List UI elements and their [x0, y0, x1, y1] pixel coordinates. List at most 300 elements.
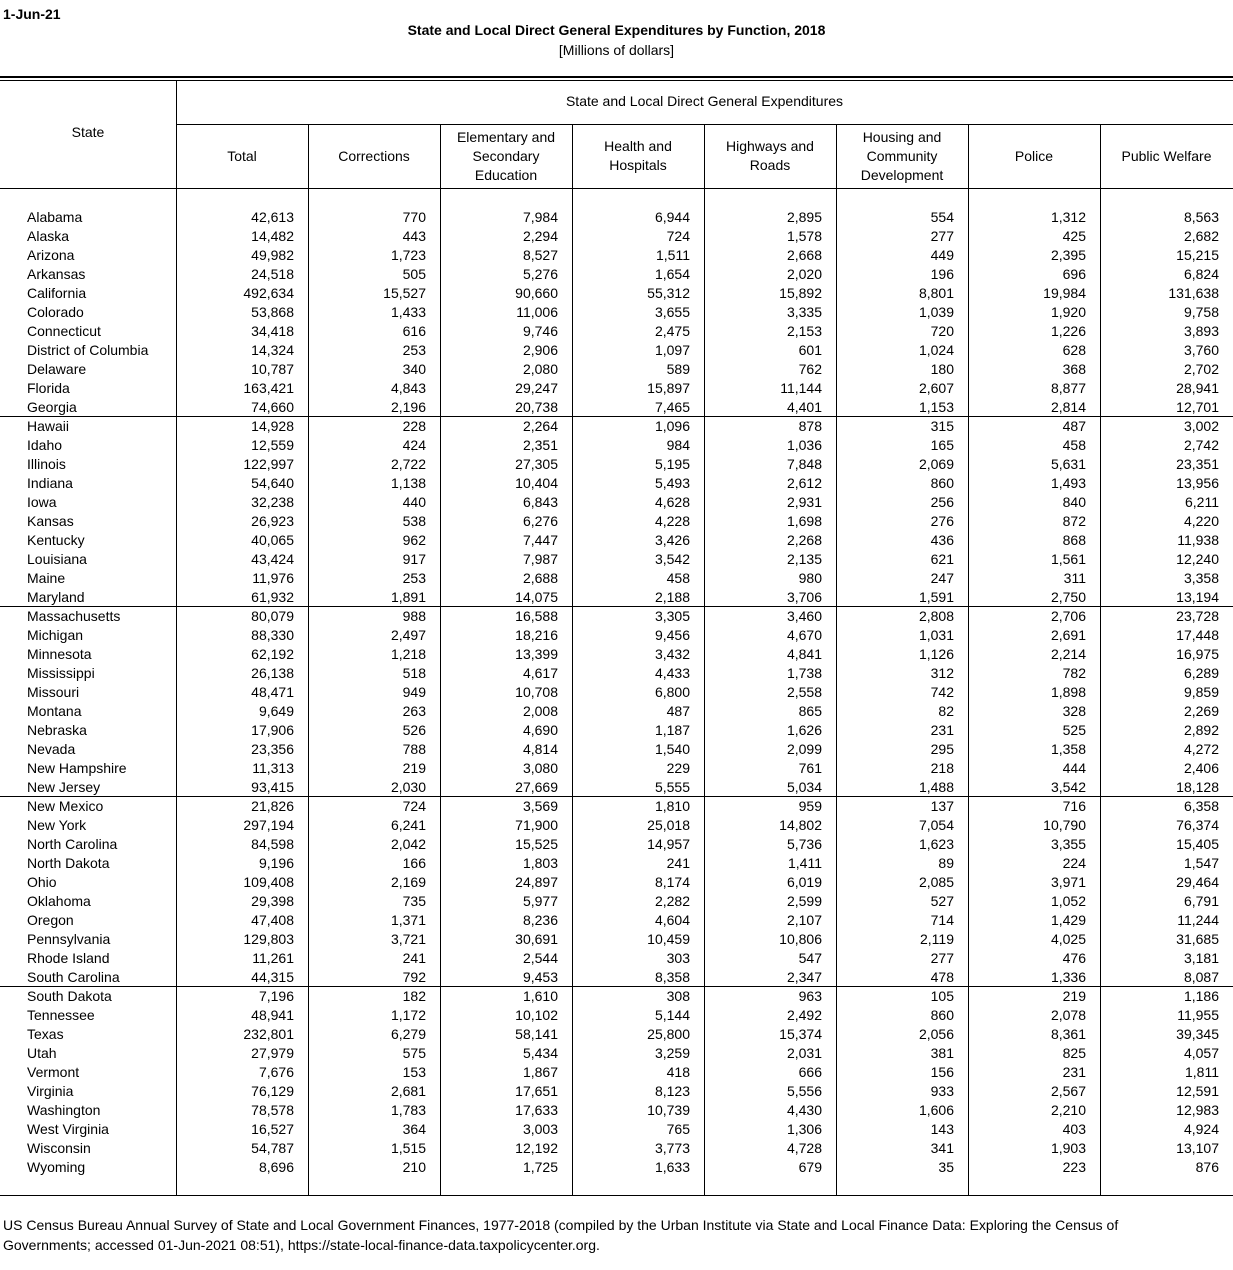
value-cell: 8,174: [654, 874, 690, 890]
value-cell: 23,728: [1176, 608, 1219, 624]
value-cell: 15,525: [515, 836, 558, 852]
value-cell: 2,030: [390, 779, 426, 795]
value-cell: 1,153: [918, 399, 954, 415]
value-cell: 449: [930, 247, 954, 263]
report-date: 1-Jun-21: [3, 6, 61, 22]
value-cell: 27,669: [515, 779, 558, 795]
value-cell: 153: [402, 1064, 426, 1080]
value-cell: 5,276: [522, 266, 558, 282]
table-row: [0, 873, 1233, 892]
group-column-header: State and Local Direct General Expenditures: [565, 93, 844, 109]
value-cell: 1,610: [522, 988, 558, 1004]
value-cell: 381: [930, 1045, 954, 1061]
value-cell: 12,192: [515, 1140, 558, 1156]
value-cell: 71,900: [515, 817, 558, 833]
value-cell: 575: [402, 1045, 426, 1061]
value-cell: 628: [1062, 342, 1086, 358]
value-cell: 1,126: [918, 646, 954, 662]
table-row: [0, 892, 1233, 911]
value-cell: 4,843: [390, 380, 426, 396]
state-name: Minnesota: [27, 646, 92, 662]
table-body: [0, 208, 1233, 1177]
value-cell: 742: [930, 684, 954, 700]
value-cell: 4,430: [786, 1102, 822, 1118]
table-row: [0, 664, 1233, 683]
table-row: [0, 246, 1233, 265]
value-cell: 34,418: [251, 323, 294, 339]
value-cell: 505: [402, 266, 426, 282]
value-cell: 3,003: [522, 1121, 558, 1137]
value-cell: 11,976: [252, 570, 294, 586]
table-row: [0, 911, 1233, 930]
table-row: [0, 474, 1233, 493]
value-cell: 364: [402, 1121, 426, 1137]
value-cell: 10,806: [779, 931, 822, 947]
value-cell: 4,690: [522, 722, 558, 738]
state-name: Mississippi: [27, 665, 95, 681]
table-row: [0, 1006, 1233, 1025]
value-cell: 109,408: [243, 874, 294, 890]
value-cell: 7,676: [258, 1064, 294, 1080]
value-cell: 1,891: [390, 589, 426, 605]
value-cell: 9,758: [1183, 304, 1219, 320]
value-cell: 49,982: [251, 247, 294, 263]
value-cell: 4,272: [1183, 741, 1219, 757]
value-cell: 4,617: [522, 665, 558, 681]
value-cell: 8,877: [1050, 380, 1086, 396]
value-cell: 2,612: [786, 475, 822, 491]
column-header: Highways and Roads: [726, 138, 814, 173]
value-cell: 2,906: [522, 342, 558, 358]
value-cell: 1,336: [1050, 969, 1086, 985]
value-cell: 2,395: [1050, 247, 1086, 263]
value-cell: 2,607: [918, 380, 954, 396]
value-cell: 11,955: [1177, 1007, 1219, 1023]
value-cell: 5,034: [786, 779, 822, 795]
value-cell: 2,085: [918, 874, 954, 890]
value-cell: 554: [930, 209, 954, 225]
table-row: [0, 1158, 1233, 1177]
value-cell: 218: [930, 760, 954, 776]
value-cell: 2,742: [1183, 437, 1219, 453]
value-cell: 1,172: [390, 1007, 426, 1023]
value-cell: 2,099: [786, 741, 822, 757]
state-name: Massachusetts: [27, 608, 121, 624]
value-cell: 84,598: [251, 836, 294, 852]
state-name: Hawaii: [27, 418, 70, 434]
value-cell: 2,702: [1183, 361, 1219, 377]
value-cell: 16,975: [1176, 646, 1219, 662]
value-cell: 761: [798, 760, 822, 776]
value-cell: 962: [402, 532, 426, 548]
value-cell: 18,216: [515, 627, 558, 643]
value-cell: 3,971: [1050, 874, 1086, 890]
state-name: Virginia: [27, 1083, 74, 1099]
value-cell: 165: [930, 437, 954, 453]
value-cell: 1,097: [654, 342, 690, 358]
value-cell: 27,979: [251, 1045, 294, 1061]
table-row: [0, 417, 1233, 436]
value-cell: 11,313: [252, 760, 294, 776]
value-cell: 74,660: [251, 399, 294, 415]
value-cell: 1,810: [654, 798, 690, 814]
value-cell: 949: [402, 684, 426, 700]
state-name: New Jersey: [27, 779, 101, 795]
value-cell: 1,306: [786, 1121, 822, 1137]
state-name: Kentucky: [27, 532, 85, 548]
value-cell: 1,226: [1050, 323, 1086, 339]
value-cell: 12,559: [251, 437, 294, 453]
value-cell: 137: [930, 798, 954, 814]
value-cell: 8,361: [1050, 1026, 1086, 1042]
value-cell: 58,141: [515, 1026, 558, 1042]
state-name: New York: [27, 817, 87, 833]
value-cell: 1,783: [390, 1102, 426, 1118]
value-cell: 1,493: [1050, 475, 1086, 491]
table-row: [0, 949, 1233, 968]
value-cell: 26,138: [251, 665, 294, 681]
value-cell: 1,811: [1185, 1064, 1219, 1080]
state-column-header: State: [71, 124, 105, 140]
value-cell: 11,144: [780, 380, 822, 396]
value-cell: 716: [1062, 798, 1086, 814]
value-cell: 3,358: [1183, 570, 1219, 586]
value-cell: 765: [666, 1121, 690, 1137]
value-cell: 6,211: [1185, 494, 1219, 510]
value-cell: 547: [798, 950, 822, 966]
value-cell: 26,923: [251, 513, 294, 529]
value-cell: 30,691: [515, 931, 558, 947]
value-cell: 4,604: [654, 912, 690, 928]
value-cell: 5,144: [654, 1007, 690, 1023]
state-name: Alabama: [27, 209, 83, 225]
value-cell: 4,728: [786, 1140, 822, 1156]
column-header: Public Welfare: [1121, 147, 1212, 164]
value-cell: 93,415: [251, 779, 294, 795]
value-cell: 8,123: [654, 1083, 690, 1099]
value-cell: 35: [938, 1159, 954, 1175]
value-cell: 2,706: [1050, 608, 1086, 624]
value-cell: 4,628: [654, 494, 690, 510]
top-double-rule-1: [0, 76, 1233, 78]
value-cell: 538: [402, 513, 426, 529]
value-cell: 1,096: [654, 418, 690, 434]
table-row: [0, 721, 1233, 740]
value-cell: 3,721: [390, 931, 426, 947]
value-cell: 6,289: [1183, 665, 1219, 681]
value-cell: 782: [1062, 665, 1086, 681]
value-cell: 163,421: [243, 380, 294, 396]
table-row: [0, 759, 1233, 778]
value-cell: 166: [402, 855, 426, 871]
state-name: Kansas: [27, 513, 74, 529]
value-cell: 860: [930, 1007, 954, 1023]
value-cell: 20,738: [515, 399, 558, 415]
value-cell: 16,527: [251, 1121, 294, 1137]
value-cell: 1,515: [390, 1140, 426, 1156]
state-name: Pennsylvania: [27, 931, 111, 947]
value-cell: 1,920: [1050, 304, 1086, 320]
state-name: Oklahoma: [27, 893, 91, 909]
value-cell: 2,406: [1183, 760, 1219, 776]
value-cell: 696: [1062, 266, 1086, 282]
value-cell: 12,983: [1176, 1102, 1219, 1118]
value-cell: 78,578: [251, 1102, 294, 1118]
value-cell: 1,433: [390, 304, 426, 320]
value-cell: 341: [930, 1140, 954, 1156]
state-name: West Virginia: [27, 1121, 109, 1137]
value-cell: 122,997: [243, 456, 294, 472]
value-cell: 14,802: [779, 817, 822, 833]
value-cell: 959: [798, 798, 822, 814]
value-cell: 2,750: [1050, 589, 1086, 605]
table-row: [0, 1063, 1233, 1082]
value-cell: 15,527: [383, 285, 426, 301]
state-name: Alaska: [27, 228, 70, 244]
table-row: [0, 626, 1233, 645]
state-name: Washington: [27, 1102, 101, 1118]
value-cell: 297,194: [243, 817, 294, 833]
state-name: North Carolina: [27, 836, 118, 852]
value-cell: 526: [402, 722, 426, 738]
value-cell: 2,691: [1050, 627, 1086, 643]
value-cell: 6,791: [1183, 893, 1219, 909]
table-row: [0, 1025, 1233, 1044]
value-cell: 527: [930, 893, 954, 909]
column-header: Total: [227, 147, 257, 164]
table-row: [0, 1139, 1233, 1158]
state-name: Vermont: [27, 1064, 80, 1080]
value-cell: 9,746: [522, 323, 558, 339]
value-cell: 5,434: [522, 1045, 558, 1061]
value-cell: 6,279: [390, 1026, 426, 1042]
value-cell: 6,358: [1183, 798, 1219, 814]
table-row: [0, 531, 1233, 550]
value-cell: 679: [798, 1159, 822, 1175]
value-cell: 2,931: [786, 494, 822, 510]
value-cell: 18,128: [1176, 779, 1219, 795]
table-row: [0, 607, 1233, 626]
value-cell: 12,591: [1176, 1083, 1219, 1099]
value-cell: 224: [1062, 855, 1086, 871]
value-cell: 5,631: [1050, 456, 1086, 472]
state-name: Colorado: [27, 304, 84, 320]
value-cell: 2,808: [918, 608, 954, 624]
value-cell: 1,540: [654, 741, 690, 757]
value-cell: 15,405: [1176, 836, 1219, 852]
value-cell: 2,214: [1050, 646, 1086, 662]
source-footnote: US Census Bureau Annual Survey of State and Local Government Finances, 1977-2018 (compiled by the Urban Institute via State and Local Finance Data: Exploring the Census of Governments; accessed 01-Jun-2021 08:51), https://state-local-finance-data.taxpolicycenter.org.: [3, 1217, 1119, 1253]
value-cell: 2,269: [1183, 703, 1219, 719]
value-cell: 3,181: [1183, 950, 1219, 966]
value-cell: 295: [930, 741, 954, 757]
value-cell: 76,374: [1176, 817, 1219, 833]
value-cell: 770: [402, 209, 426, 225]
value-cell: 4,057: [1183, 1045, 1219, 1061]
value-cell: 241: [666, 855, 690, 871]
table-row: [0, 930, 1233, 949]
value-cell: 3,655: [654, 304, 690, 320]
value-cell: 7,196: [258, 988, 294, 1004]
value-cell: 11,244: [1177, 912, 1219, 928]
state-name: Wyoming: [27, 1159, 86, 1175]
value-cell: 311: [1063, 570, 1086, 586]
value-cell: 3,706: [786, 589, 822, 605]
state-name: Nebraska: [27, 722, 87, 738]
value-cell: 616: [402, 323, 426, 339]
value-cell: 13,956: [1176, 475, 1219, 491]
value-cell: 3,569: [522, 798, 558, 814]
value-cell: 1,052: [1050, 893, 1086, 909]
value-cell: 1,411: [788, 855, 822, 871]
value-cell: 2,020: [786, 266, 822, 282]
value-cell: 8,358: [654, 969, 690, 985]
value-cell: 2,188: [654, 589, 690, 605]
value-cell: 14,482: [251, 228, 294, 244]
table-row: [0, 1101, 1233, 1120]
value-cell: 2,153: [786, 323, 822, 339]
value-cell: 2,268: [786, 532, 822, 548]
value-cell: 5,977: [522, 893, 558, 909]
value-cell: 872: [1062, 513, 1086, 529]
value-cell: 29,464: [1176, 874, 1219, 890]
value-cell: 303: [666, 950, 690, 966]
state-name: Rhode Island: [27, 950, 110, 966]
value-cell: 3,893: [1183, 323, 1219, 339]
state-name: Oregon: [27, 912, 74, 928]
value-cell: 868: [1062, 532, 1086, 548]
value-cell: 878: [798, 418, 822, 434]
value-cell: 8,087: [1183, 969, 1219, 985]
value-cell: 241: [402, 950, 426, 966]
state-name: Louisiana: [27, 551, 87, 567]
value-cell: 32,238: [251, 494, 294, 510]
value-cell: 4,814: [522, 741, 558, 757]
value-cell: 1,039: [918, 304, 954, 320]
value-cell: 2,814: [1050, 399, 1086, 415]
state-name: Montana: [27, 703, 82, 719]
value-cell: 14,324: [251, 342, 294, 358]
value-cell: 54,787: [251, 1140, 294, 1156]
value-cell: 10,787: [251, 361, 294, 377]
value-cell: 1,488: [918, 779, 954, 795]
value-cell: 2,351: [522, 437, 558, 453]
value-cell: 444: [1062, 760, 1086, 776]
table-row: [0, 1044, 1233, 1063]
value-cell: 2,031: [786, 1045, 822, 1061]
value-cell: 2,264: [522, 418, 558, 434]
state-name: South Carolina: [27, 969, 120, 985]
value-cell: 1,591: [918, 589, 954, 605]
value-cell: 10,459: [647, 931, 690, 947]
value-cell: 2,895: [786, 209, 822, 225]
column-header: Health and Hospitals: [604, 138, 672, 173]
value-cell: 10,404: [515, 475, 558, 491]
value-cell: 1,654: [654, 266, 690, 282]
value-cell: 1,138: [390, 475, 426, 491]
column-header: Corrections: [338, 147, 410, 164]
value-cell: 6,276: [522, 513, 558, 529]
value-cell: 440: [402, 494, 426, 510]
state-name: Indiana: [27, 475, 73, 491]
value-cell: 17,633: [515, 1102, 558, 1118]
table-row: [0, 322, 1233, 341]
value-cell: 315: [930, 418, 954, 434]
value-cell: 2,056: [918, 1026, 954, 1042]
value-cell: 4,220: [1183, 513, 1219, 529]
value-cell: 2,558: [786, 684, 822, 700]
value-cell: 1,024: [918, 342, 954, 358]
value-cell: 24,897: [515, 874, 558, 890]
value-cell: 5,555: [654, 779, 690, 795]
value-cell: 7,848: [786, 456, 822, 472]
value-cell: 7,984: [522, 209, 558, 225]
value-cell: 1,429: [1050, 912, 1086, 928]
value-cell: 3,460: [786, 608, 822, 624]
value-cell: 2,196: [390, 399, 426, 415]
value-cell: 1,903: [1050, 1140, 1086, 1156]
value-cell: 40,065: [251, 532, 294, 548]
value-cell: 10,790: [1043, 817, 1086, 833]
value-cell: 984: [666, 437, 690, 453]
table-row: [0, 854, 1233, 873]
value-cell: 589: [666, 361, 690, 377]
value-cell: 492,634: [243, 285, 294, 301]
state-name: Maine: [27, 570, 66, 586]
value-cell: 44,315: [251, 969, 294, 985]
value-cell: 3,305: [654, 608, 690, 624]
state-name: California: [27, 285, 87, 301]
value-cell: 7,465: [654, 399, 690, 415]
value-cell: 418: [666, 1064, 690, 1080]
value-cell: 180: [930, 361, 954, 377]
value-cell: 9,859: [1183, 684, 1219, 700]
value-cell: 308: [666, 988, 690, 1004]
value-cell: 16,588: [515, 608, 558, 624]
value-cell: 714: [930, 912, 954, 928]
state-name: Georgia: [27, 399, 77, 415]
value-cell: 12,701: [1176, 399, 1219, 415]
state-name: Arizona: [27, 247, 75, 263]
value-cell: 2,080: [522, 361, 558, 377]
value-cell: 2,475: [654, 323, 690, 339]
value-cell: 3,355: [1050, 836, 1086, 852]
table-row: [0, 360, 1233, 379]
value-cell: 1,371: [390, 912, 426, 928]
value-cell: 11,006: [516, 304, 558, 320]
value-cell: 403: [1062, 1121, 1086, 1137]
value-cell: 17,448: [1176, 627, 1219, 643]
value-cell: 277: [930, 228, 954, 244]
table-row: [0, 702, 1233, 721]
value-cell: 6,824: [1183, 266, 1219, 282]
value-cell: 256: [930, 494, 954, 510]
table-row: [0, 227, 1233, 246]
value-cell: 13,399: [515, 646, 558, 662]
table-row: [0, 968, 1233, 987]
value-cell: 47,408: [251, 912, 294, 928]
value-cell: 8,801: [918, 285, 954, 301]
value-cell: 917: [402, 551, 426, 567]
value-cell: 23,351: [1176, 456, 1219, 472]
value-cell: 7,987: [522, 551, 558, 567]
value-cell: 487: [1062, 418, 1086, 434]
value-cell: 1,358: [1050, 741, 1086, 757]
value-cell: 3,080: [522, 760, 558, 776]
value-cell: 2,135: [786, 551, 822, 567]
value-cell: 11,261: [252, 950, 294, 966]
value-cell: 2,347: [786, 969, 822, 985]
